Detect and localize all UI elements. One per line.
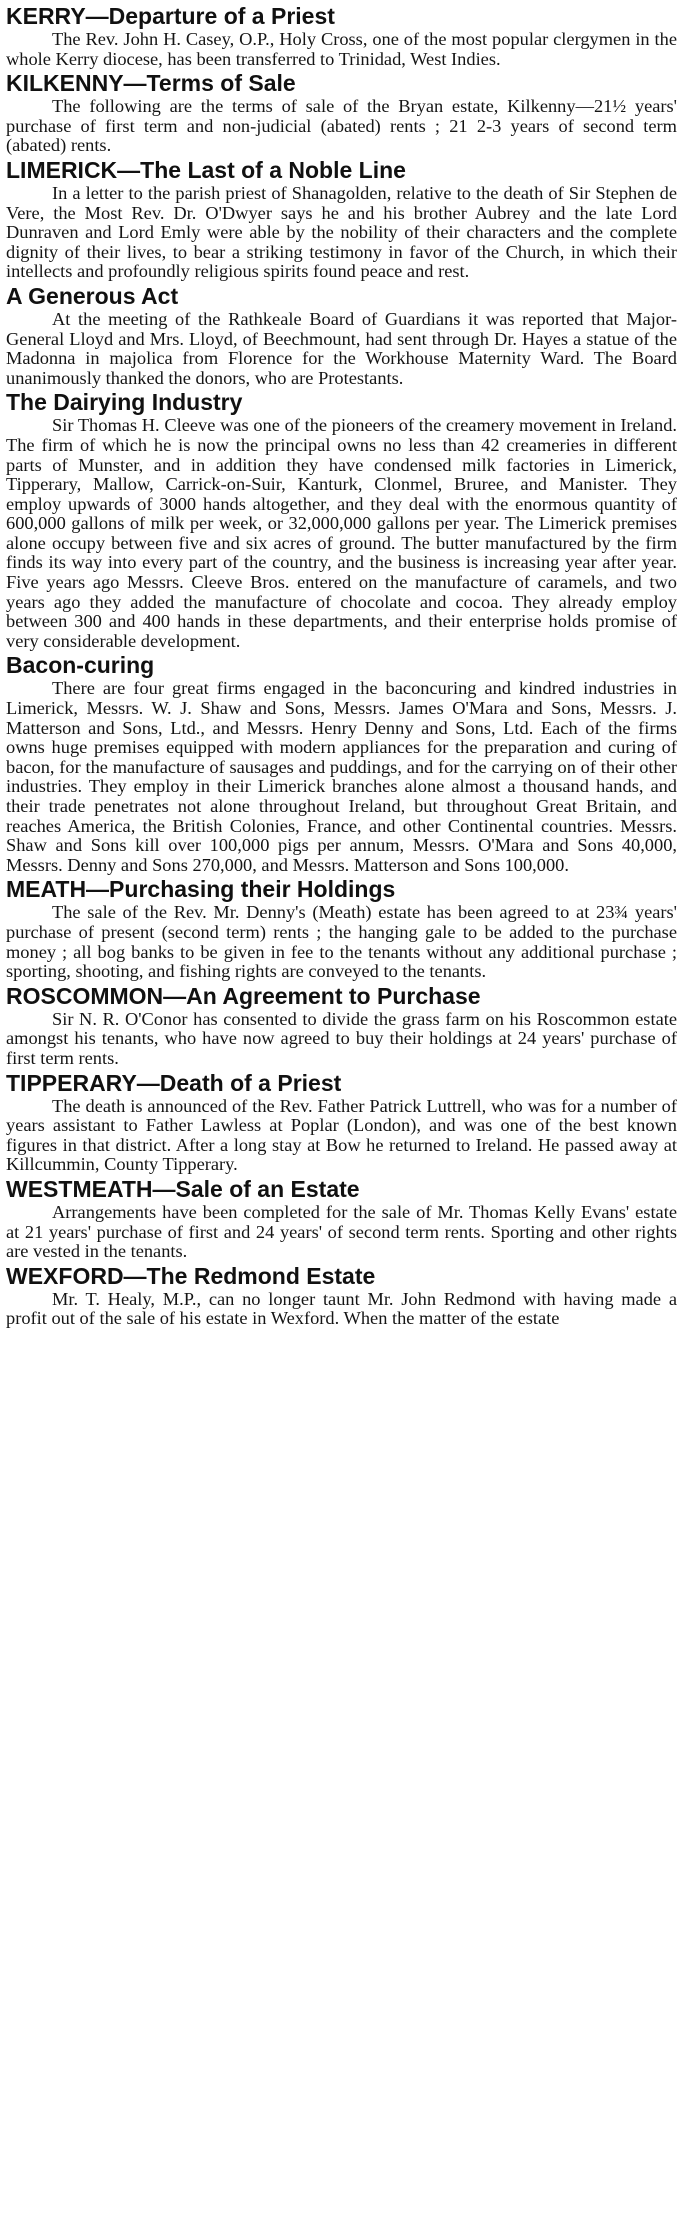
article-headline: A Generous Act [6,282,179,309]
article-body: Mr. T. Healy, M.P., can no longer taunt Mr. John Redmond with having made a profit out of the sale of his estate in Wexford. When the matter of the estate [6,1288,677,1329]
article-bacon-curing [6,651,677,875]
article-headline: WEXFORD—The Redmond Estate [6,1262,376,1289]
article-westmeath [6,1175,677,1262]
article-body: At the meeting of the Rathkeale Board of Guardians it was reported that Major-General Lloyd and Mrs. Lloyd, of Beechmount, had sent through Dr. Hayes a statue of the Madonna in majolica from Florence for the Workhouse Maternity Ward. The Board unanimously thanked the donors, who are Protestants. [6,308,677,388]
article-kerry [6,2,677,69]
article-generous-act [6,282,677,388]
article-dairying-industry [6,388,677,651]
article-body: The Rev. John H. Casey, O.P., Holy Cross, one of the most popular clergymen in the whole Kerry diocese, has been transferred to Trinidad, West Indies. [6,29,677,69]
article-body: Arrangements have been completed for the sale of Mr. Thomas Kelly Evans' estate at 21 years' purchase of first and 24 years' of second term rents. Sporting and other rights are vested in the tenants. [6,1201,677,1262]
article-body: Sir N. R. O'Conor has consented to divide the grass farm on his Roscommon estate amongst his tenants, who have now agreed to buy their holdings at 24 years' purchase of first term rents. [6,1008,677,1068]
article-headline: Bacon-curing [6,652,155,679]
article-tipperary [6,1069,677,1175]
article-meath [6,875,677,981]
article-headline: TIPPERARY—Death of a Priest [6,1069,342,1096]
article-headline: ROSCOMMON—An Agreement to Purchase [6,982,481,1009]
article-body: The following are the terms of sale of the Bryan estate, Kilkenny—21½ years' purchase of first term and non-judicial (abated) rents ; 21 2-3 years of second term (abated) rents. [6,96,677,156]
article-headline: WESTMEATH—Sale of an Estate [6,1175,360,1202]
article-body: Sir Thomas H. Cleeve was one of the pioneers of the creamery movement in Ireland. The firm of which he is now the principal owns no less than 42 creameries in different parts of Munster, and in addition they have condensed milk factories in Limerick, Tipperary, Mallow, Carrick-on-Suir, Kanturk, Clonmel, Bruree, and Manister. They employ upwards of 3000 hands altogether, and they deal with the enormous quantity of 600,000 gallons of milk per week, or 32,000,000 gallons per year. The Limerick premises alone occupy between five and six acres of ground. The butter manufactured by the firm finds its way into every part of the country, and the business is increasing year after year. Five years ago Messrs. Cleeve Bros. entered on the manufacture of caramels, and two years ago they added the manufacture of chocolate and cocoa. They already employ between 300 and 400 hands in these departments, and their enterprise holds promise of very considerable development. [6,415,677,651]
article-body: The sale of the Rev. Mr. Denny's (Meath) estate has been agreed to at 23¾ years' purchase of present (second term) rents ; the hanging gale to be added to the purchase money ; all bog banks to be given in fee to the tenants without any additional purchase ; sporting, shooting, and fishing rights are conveyed to the tenants. [6,902,677,982]
article-headline: LIMERICK—The Last of a Noble Line [6,156,406,183]
article-headline: The Dairying Industry [6,389,243,416]
article-kilkenny [6,69,677,156]
article-limerick [6,156,677,282]
article-body: The death is announced of the Rev. Father Patrick Luttrell, who was for a number of years assistant to Father Lawless at Poplar (London), and was one of the best known figures in that district. After a long stay at Bow he returned to Ireland. He passed away at Killcummin, County Tipperary. [6,1095,677,1175]
article-roscommon [6,982,677,1069]
article-wexford [6,1262,677,1329]
article-headline: MEATH—Purchasing their Holdings [6,876,396,903]
article-headline: KILKENNY—Terms of Sale [6,70,296,97]
article-body: In a letter to the parish priest of Shanagolden, relative to the death of Sir Stephen de Vere, the Most Rev. Dr. O'Dwyer says he and his brother Aubrey and the late Lord Dunraven and Lord Emly were able by the nobility of their characters and the complete dignity of their lives, to bear a striking testimony in favor of the Church, in which their intellects and profoundly religious spirits found peace and rest. [6,182,677,282]
article-body: There are four great firms engaged in the baconcuring and kindred industries in Limerick, Messrs. W. J. Shaw and Sons, Messrs. James O'Mara and Sons, Messrs. J. Matterson and Sons, Ltd., and Messrs. Henry Denny and Sons, Ltd. Each of the firms owns huge premises equipped with modern appliances for the preparation and curing of bacon, for the manufacture of sausages and puddings, and for the carrying on of their other industries. They employ in their Limerick branches alone almost a thousand hands, and their trade penetrates not alone throughout Ireland, but throughout Great Britain, and reaches America, the British Colonies, France, and other Continental countries. Messrs. Shaw and Sons kill over 100,000 pigs per annum, Messrs. O'Mara and Sons 40,000, Messrs. Denny and Sons 270,000, and Messrs. Matterson and Sons 100,000. [6,678,677,875]
article-headline: KERRY—Departure of a Priest [6,3,335,29]
